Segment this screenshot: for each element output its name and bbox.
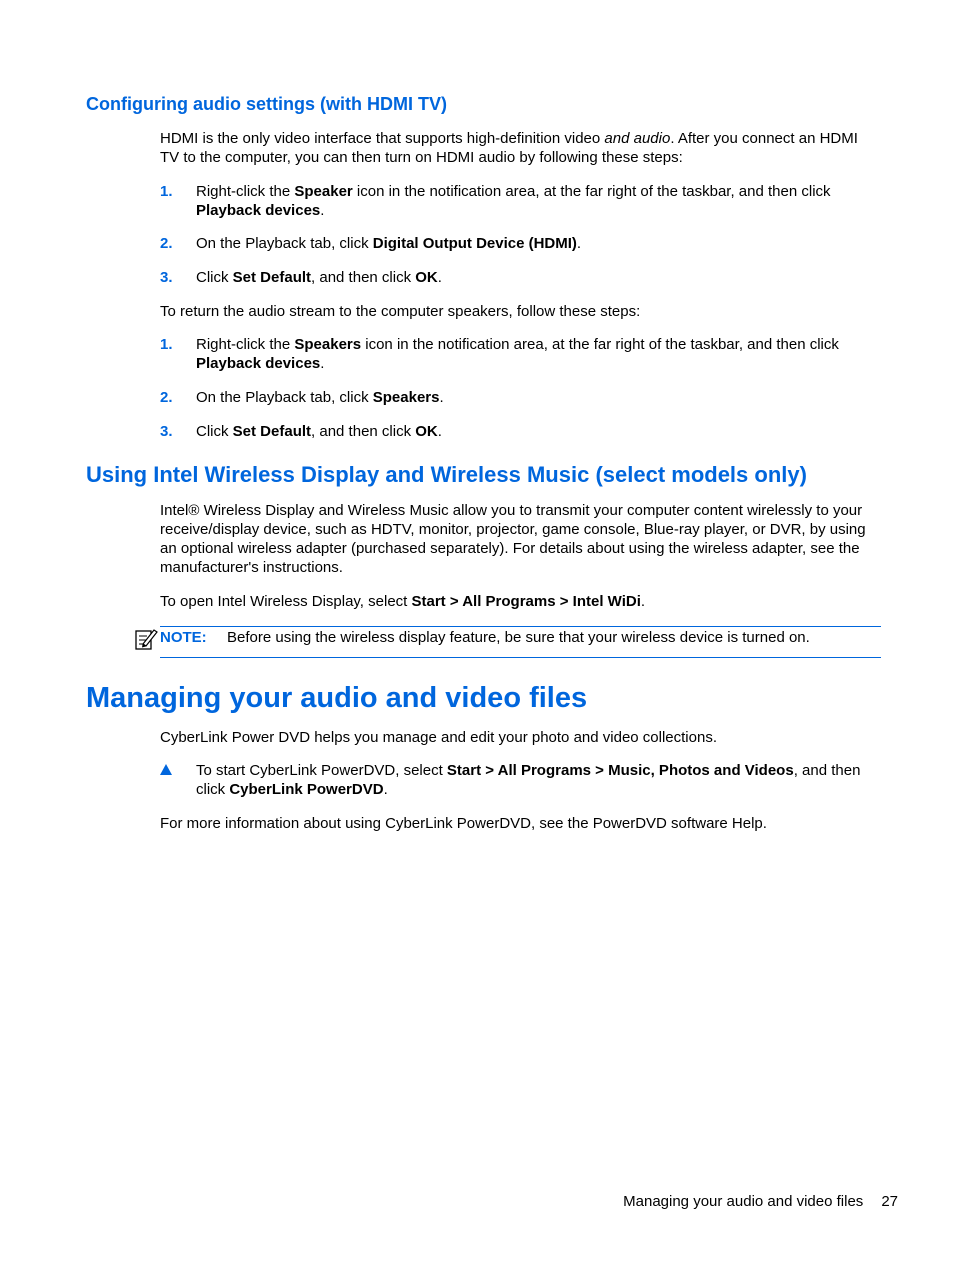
hdmi-step-2: 2. On the Playback tab, click Digital Output Device (HDMI).: [160, 235, 582, 252]
powerdvd-help-paragraph: For more information about using CyberLink PowerDVD, see the PowerDVD software Help.: [160, 815, 767, 832]
note-pencil-icon: [134, 626, 158, 652]
section-heading-hdmi-audio: Configuring audio settings (with HDMI TV): [86, 94, 447, 114]
return-step-3: 3. Click Set Default, and then click OK.: [160, 423, 442, 440]
return-audio-paragraph: To return the audio stream to the computer speakers, follow these steps:: [160, 303, 641, 320]
return-step-2: 2. On the Playback tab, click Speakers.: [160, 389, 444, 406]
hdmi-intro-paragraph: HDMI is the only video interface that supports high-definition video and audio. After you connect an HDMI TV to the computer, you can then turn on HDMI audio by following these steps:: [160, 130, 858, 166]
footer-title: Managing your audio and video files: [623, 1193, 864, 1210]
note-text: Before using the wireless display feature, be sure that your wireless device is turned on.: [227, 629, 810, 646]
return-step-1: 1. Right-click the Speakers icon in the notification area, at the far right of the taskbar, and then click Playback devices.: [160, 336, 839, 372]
chapter-heading-audio-video: Managing your audio and video files: [86, 682, 588, 714]
wireless-display-paragraph: Intel® Wireless Display and Wireless Music allow you to transmit your computer content wirelessly to your receive/display device, such as HDTV, monitor, projector, game console, Blue-ray player, or DVR, by using an optional wireless adapter (purchased separately). For details about using the wireless adapter, see the manufacturer's instructions.: [160, 502, 866, 576]
note-label: NOTE:: [160, 629, 207, 646]
open-widi-paragraph: To open Intel Wireless Display, select Start > All Programs > Intel WiDi.: [160, 593, 646, 610]
note-box: [160, 626, 881, 658]
page-footer: [560, 1192, 898, 1211]
cyberlink-intro-paragraph: CyberLink Power DVD helps you manage and edit your photo and video collections.: [160, 729, 717, 746]
section-heading-wireless-display: Using Intel Wireless Display and Wireless Music (select models only): [86, 462, 807, 487]
cyberlink-bullet: To start CyberLink PowerDVD, select Start > All Programs > Music, Photos and Videos, and then click CyberLink PowerDVD.: [160, 761, 880, 799]
page-number: 27: [881, 1193, 898, 1210]
hdmi-step-3: 3. Click Set Default, and then click OK.: [160, 269, 442, 286]
triangle-bullet-icon: [160, 764, 172, 775]
hdmi-step-1: 1. Right-click the Speaker icon in the notification area, at the far right of the taskbar, and then click Playback devices.: [160, 183, 831, 219]
